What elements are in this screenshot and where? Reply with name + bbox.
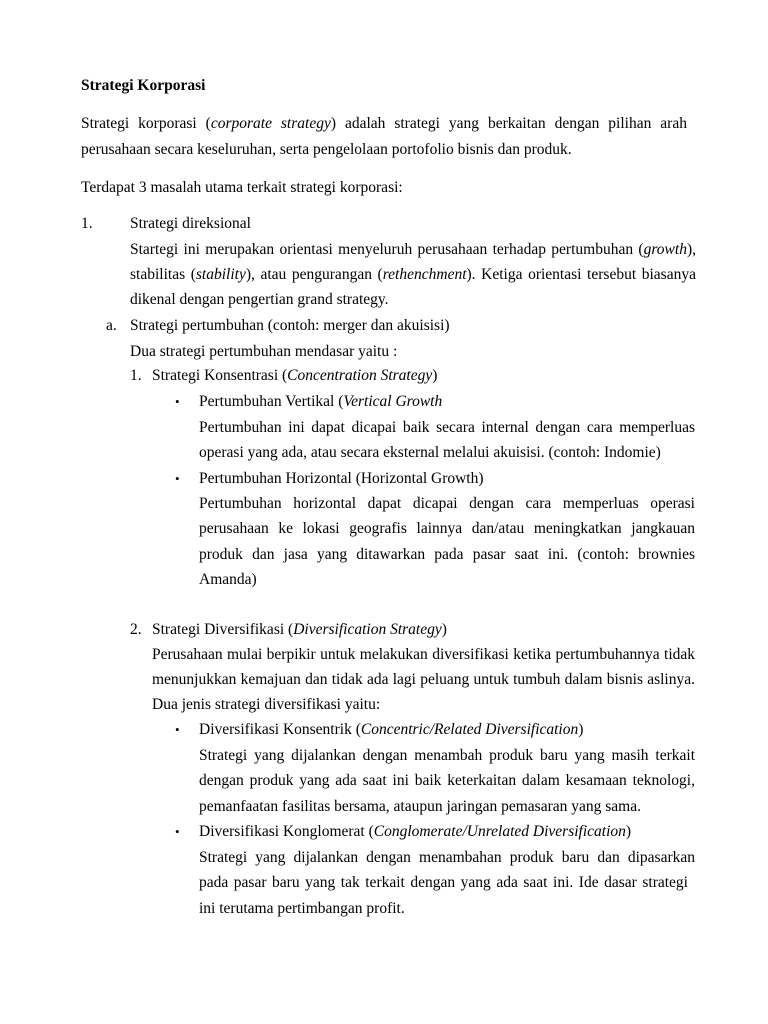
item-1-line-1: Startegi ini merupakan orientasi menyeluruh perusahaan terhadap pertumbuhan (growth), — [130, 241, 696, 258]
konsentrik-heading: Diversifikasi Konsentrik (Concentric/Related Diversification) — [199, 721, 584, 738]
bullet-konglomerat: • — [175, 824, 180, 839]
konsentrik-line-1: Strategi yang dijalankan dengan menambah produk baru yang masih terkait — [199, 747, 695, 764]
vertikal-line-1: Pertumbuhan ini dapat dicapai baik secara internal dengan cara memperluas — [199, 419, 695, 436]
diversifikasi-line-1: Perusahaan mulai berpikir untuk melakukan diversifikasi ketika pertumbuhannya tidak — [152, 646, 695, 663]
konglomerat-line-2: pada pasar baru yang tak terkait dengan yang ada saat ini. Ide dasar strategi — [199, 874, 688, 891]
horizontal-line-2: perusahaan ke lokasi geografis lainnya dan/atau meningkatkan jangkauan — [199, 520, 695, 537]
vertikal-line-2: operasi yang ada, atau secara eksternal melalui akuisisi. (contoh: Indomie) — [199, 444, 661, 461]
konglomerat-line-1: Strategi yang dijalankan dengan menambahan produk baru dan dipasarkan — [199, 849, 695, 866]
konglomerat-line-3: ini terutama pertimbangan profit. — [199, 900, 405, 917]
intro-line-1: Strategi korporasi (corporate strategy) adalah strategi yang berkaitan dengan pilihan arah — [81, 115, 687, 132]
konglomerat-heading: Diversifikasi Konglomerat (Conglomerate/Unrelated Diversification) — [199, 823, 632, 840]
intro-line-2: perusahaan secara keseluruhan, serta pengelolaan portofolio bisnis dan produk. — [81, 141, 572, 158]
konsentrasi-heading: Strategi Konsentrasi (Concentration Strategy) — [152, 367, 438, 384]
konsentrik-line-2: dengan produk yang ada saat ini baik keterkaitan dalam kesamaan teknologi, — [199, 772, 695, 789]
horizontal-line-3: produk dan jasa yang ditawarkan pada pasar saat ini. (contoh: brownies — [199, 546, 695, 563]
item-1-line-3: dikenal dengan pengertian grand strategy. — [130, 291, 389, 308]
horizontal-heading: Pertumbuhan Horizontal (Horizontal Growth) — [199, 470, 484, 487]
konsentrasi-number: 1. — [130, 367, 142, 384]
bullet-vertikal: • — [175, 394, 180, 409]
item-a-letter: a. — [106, 317, 117, 334]
document-title: Strategi Korporasi — [81, 77, 206, 94]
diversifikasi-line-2: menunjukkan kemajuan dan tidak ada lagi peluang untuk tumbuh dalam bisnis aslinya. — [152, 671, 695, 688]
item-1-line-2: stabilitas (stability), atau pengurangan (rethenchment). Ketiga orientasi tersebut biasanya — [130, 266, 696, 283]
item-1-heading: Strategi direksional — [130, 215, 251, 232]
bullet-horizontal: • — [175, 471, 180, 486]
konsentrik-line-3: pemanfaatan fasilitas bersama, ataupun jaringan pemasaran yang sama. — [199, 798, 641, 815]
horizontal-line-1: Pertumbuhan horizontal dapat dicapai dengan cara memperluas operasi — [199, 495, 695, 512]
bullet-konsentrik: • — [175, 722, 180, 737]
item-1-number: 1. — [81, 215, 93, 232]
horizontal-line-4: Amanda) — [199, 571, 257, 588]
item-a-sub: Dua strategi pertumbuhan mendasar yaitu : — [130, 343, 398, 360]
item-a-heading: Strategi pertumbuhan (contoh: merger dan akuisisi) — [130, 317, 450, 334]
diversifikasi-line-3: Dua jenis strategi diversifikasi yaitu: — [152, 696, 381, 713]
vertikal-heading: Pertumbuhan Vertikal (Vertical Growth — [199, 393, 443, 410]
masalah-intro: Terdapat 3 masalah utama terkait strategi korporasi: — [81, 179, 403, 196]
diversifikasi-heading: Strategi Diversifikasi (Diversification Strategy) — [152, 621, 447, 638]
diversifikasi-number: 2. — [130, 621, 142, 638]
